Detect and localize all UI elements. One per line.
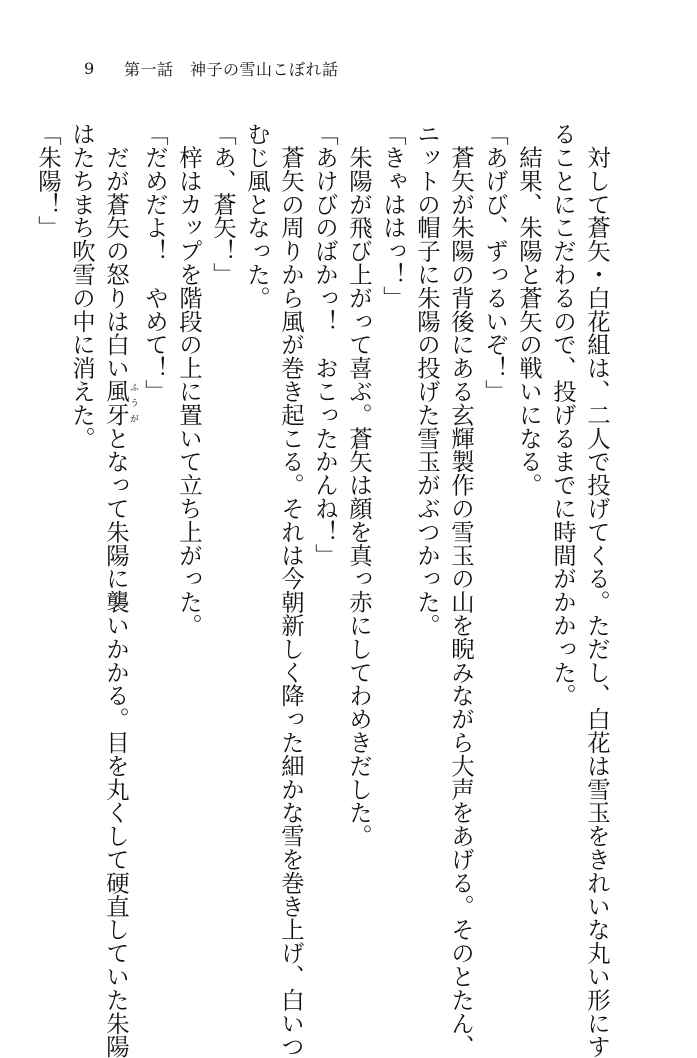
- column-text: 朱陽が飛び上がって喜ぶ。蒼矢は顔を真っ赤にしてわめきだした。: [345, 145, 373, 848]
- text-column: [99, 122, 138, 1058]
- text-column: [65, 122, 99, 982]
- ruby-annotation: [102, 379, 138, 427]
- text-column: [512, 122, 546, 982]
- text-column: [138, 122, 172, 982]
- column-text: 対して蒼矢・白花組は、二人で投げてくる。ただし、白花は雪玉をきれいな丸い形にす: [583, 145, 611, 1058]
- text-column: [206, 122, 240, 982]
- column-text: 蒼矢が朱陽の背後にある玄輝製作の雪玉の山を睨みながら大声をあげる。そのとたん、: [447, 145, 475, 1058]
- text-column: [376, 122, 410, 982]
- text-column: [274, 122, 308, 1058]
- column-text: 結果、朱陽と蒼矢の戦いになる。: [515, 145, 543, 497]
- text-column: [308, 122, 342, 982]
- column-text: 「朱陽！」: [34, 122, 62, 239]
- page-number: 9: [84, 58, 95, 78]
- chapter-title: 第一話 神子の雪山こぼれ話: [124, 59, 339, 79]
- column-text-before-ruby: だが蒼矢の怒りは白い: [102, 145, 130, 380]
- text-column: [410, 122, 444, 982]
- column-text-after-ruby: となって朱陽に襲いかかる。目を丸くして硬直していた朱陽: [102, 426, 130, 1058]
- column-text: 梓はカップを階段の上に置いて立ち上がった。: [175, 145, 203, 637]
- column-text: 蒼矢の周りから風が巻き起こる。それは今朝新しく降った細かな雪を巻き上げ、白いつ: [277, 145, 305, 1058]
- column-text: 「あ、蒼矢！」: [209, 122, 237, 286]
- text-column: [444, 122, 478, 1058]
- column-text: 「あげび、ずっるいぞ！」: [481, 122, 509, 403]
- page-header: [84, 56, 339, 80]
- text-column: [31, 122, 65, 982]
- vertical-body-text: [31, 122, 614, 1058]
- text-column: [580, 122, 614, 1058]
- text-column: [240, 122, 274, 982]
- column-text: 「だめだよ！ やめて！」: [141, 122, 169, 403]
- ruby-base: 風牙: [102, 379, 130, 427]
- text-column: [172, 122, 206, 982]
- column-text: ニットの帽子に朱陽の投げた雪玉がぶつかった。: [413, 122, 441, 637]
- column-text: 「あけびのばかっ！ おこったかんね！」: [311, 122, 339, 567]
- text-column: [546, 122, 580, 982]
- column-text: 「きゃははっ！」: [379, 122, 407, 310]
- column-text: はたちまち吹雪の中に消えた。: [68, 122, 96, 450]
- ruby-reading: ふうが: [128, 379, 138, 427]
- text-column: [478, 122, 512, 982]
- text-column: [342, 122, 376, 982]
- column-text: むじ風となった。: [243, 122, 271, 310]
- column-text: ることにこだわるので、投げるまでに時間がかかった。: [549, 122, 577, 707]
